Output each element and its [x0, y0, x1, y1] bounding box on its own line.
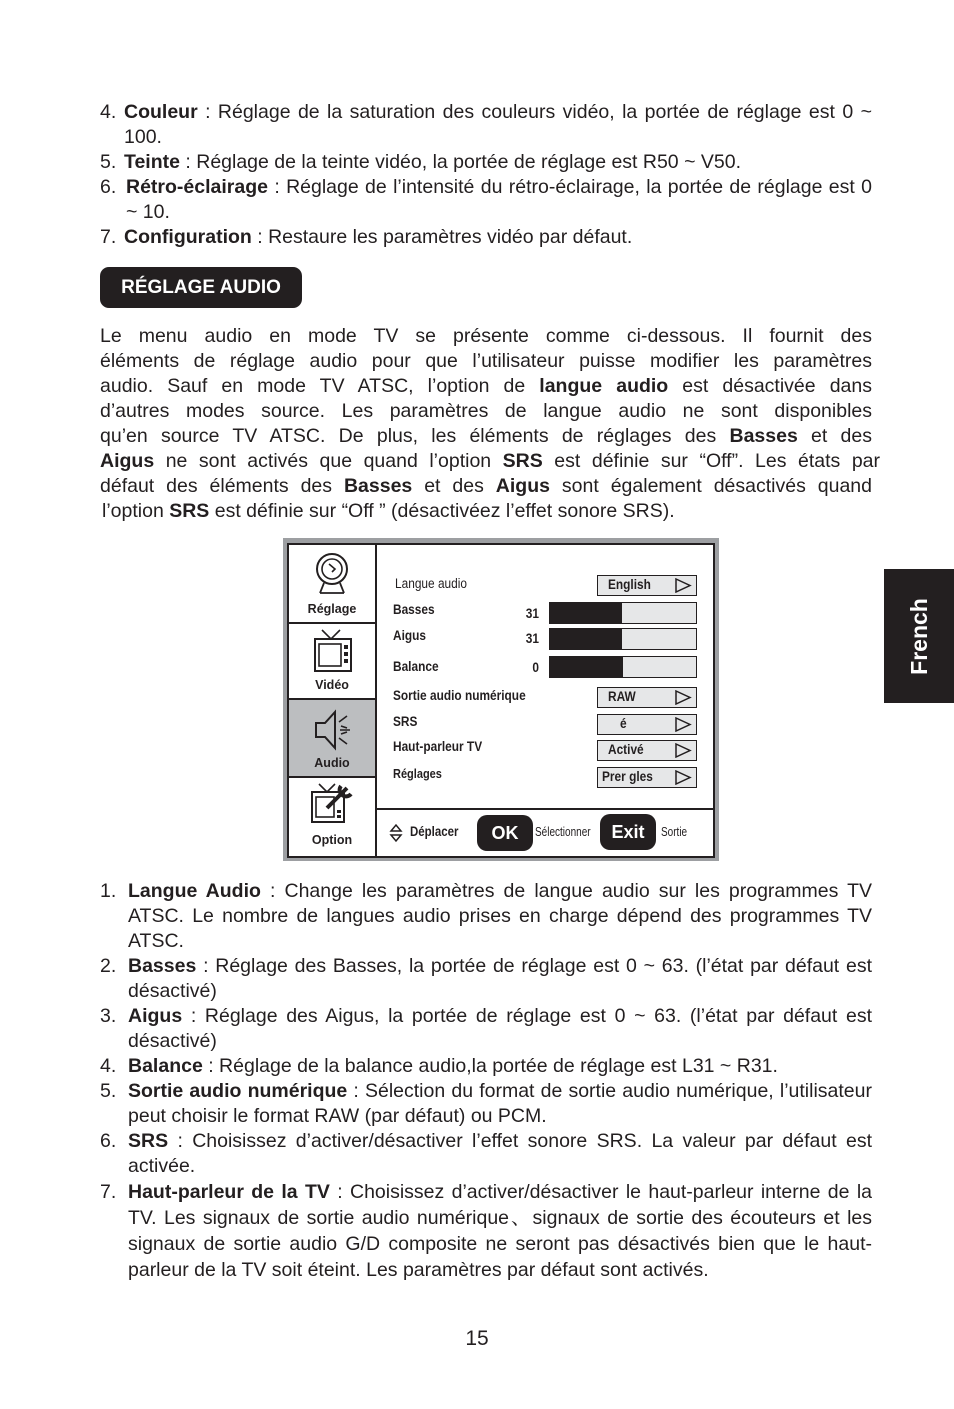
aigus-slider-fill — [550, 629, 622, 649]
balance-value: 0 — [532, 660, 539, 675]
list-item: 4. Balance : Réglage de la balance audio,la portée de réglage est L31 ~ R31. — [100, 1055, 778, 1077]
sidebar-label: Audio — [314, 756, 350, 770]
satellite-dish-icon — [314, 551, 350, 595]
language-tab-label: French — [905, 597, 932, 675]
video-settings-list — [100, 100, 872, 250]
up-down-arrow-icon — [389, 823, 403, 843]
list-item: 6. SRS : Choisissez d’activer/désactiver l’effet sonore SRS. La valeur par défaut est activée. — [100, 1130, 872, 1177]
sortie-audio-label: Sortie audio numérique — [393, 688, 526, 703]
reglages-selector[interactable]: Prer gles — [597, 767, 697, 788]
audio-settings-rows — [377, 545, 713, 807]
haut-parleur-selector[interactable]: Activé — [597, 740, 697, 761]
sidebar-item-option[interactable] — [289, 778, 375, 856]
list-item: 4. Couleur : Réglage de la saturation des couleurs vidéo, la portée de réglage est 0 ~ 100. — [100, 101, 872, 148]
triangle-right-icon — [674, 690, 692, 705]
list-item: 3. Aigus : Réglage des Aigus, la portée de réglage est 0 ~ 63. (l’état par défaut est désactivé) — [100, 1005, 872, 1052]
tv-audio-menu — [283, 538, 719, 861]
triangle-right-icon — [674, 717, 692, 732]
aigus-slider[interactable] — [549, 628, 697, 650]
speaker-icon — [313, 708, 353, 752]
list-item: 7. Haut-parleur de la TV : Choisissez d’activer/désactiver le haut-parleur interne de la TV. Les signaux de sortie audio numérique、signaux de sortie des écouteurs et les signaux de sortie audio G/D composite ne seront pas désactivés bien que le haut-parleur de la TV soit éteint. Les paramètres par défaut sont activés. — [100, 1181, 872, 1281]
balance-slider-fill — [550, 657, 623, 677]
srs-label: SRS — [393, 714, 418, 729]
exit-hint: Sortie — [661, 825, 688, 839]
menu-panel — [287, 543, 715, 858]
sidebar-item-video[interactable] — [289, 624, 375, 700]
menu-footer — [377, 808, 713, 858]
reglages-label: Réglages — [393, 767, 442, 781]
basses-slider[interactable] — [549, 602, 697, 624]
intro-paragraph: Le menu audio en mode TV se présente comme ci-dessous. Il fournit des éléments de réglage audio pour que l’utilisateur puisse modifier les paramètres audio. Sauf en mode TV ATSC, l’option de langue audio est désactivée dans d’autres modes source. Les paramètres de langue audio ne sont disponibles qu’en source TV ATSC. De plus, les éléments de réglages des Basses et des Aigus ne sont activés que quand l’option SRS est définie sur “Off”. Les états par défaut des éléments des Basses et des Aigus sont également désactivés quand l’option SRS est définie sur “Off ” (désactivéez l’effet sonore SRS). — [100, 325, 880, 522]
triangle-right-icon — [674, 770, 692, 785]
haut-parleur-label: Haut-parleur TV — [393, 739, 483, 754]
exit-button[interactable]: Exit — [600, 814, 656, 850]
balance-label: Balance — [393, 659, 439, 674]
section-title-audio: RÉGLAGE AUDIO — [100, 267, 302, 308]
menu-sidebar — [289, 545, 377, 856]
list-item: 1. Langue Audio : Change les paramètres de langue audio sur les programmes TV ATSC. Le nombre de langues audio prises en charge dépend des programmes TV ATSC. — [100, 880, 872, 952]
page-number: 15 — [465, 1327, 489, 1350]
language-tab — [884, 569, 954, 703]
sortie-audio-selector[interactable]: RAW — [597, 687, 697, 708]
sidebar-label: Réglage — [307, 602, 357, 616]
list-item: 5. Teinte : Réglage de la teinte vidéo, la portée de réglage est R50 ~ V50. — [100, 151, 741, 173]
langue-audio-selector[interactable]: English — [597, 575, 697, 596]
list-item: 2. Basses : Réglage des Basses, la portée de réglage est 0 ~ 63. (l’état par défaut est désactivé) — [100, 955, 872, 1002]
triangle-right-icon — [674, 578, 692, 593]
sidebar-label: Option — [311, 833, 353, 847]
list-item: 6. Rétro-éclairage : Réglage de l’intensité du rétro-éclairage, la portée de réglage est 0 ~ 10. — [100, 176, 872, 223]
balance-slider[interactable] — [549, 656, 697, 678]
sidebar-item-audio[interactable] — [289, 700, 375, 778]
langue-audio-label: Langue audio — [395, 576, 468, 591]
basses-label: Basses — [393, 602, 435, 617]
basses-value: 31 — [525, 606, 539, 621]
ok-button[interactable]: OK — [477, 815, 533, 851]
basses-slider-fill — [550, 603, 622, 623]
tv-wrench-icon — [311, 782, 355, 828]
sidebar-label: Vidéo — [315, 678, 349, 692]
list-item: 7. Configuration : Restaure les paramètres vidéo par défaut. — [100, 226, 633, 248]
audio-settings-list — [100, 879, 872, 1283]
aigus-label: Aigus — [393, 628, 427, 643]
tv-icon — [314, 628, 352, 676]
select-hint: Sélectionner — [535, 825, 591, 839]
sidebar-item-reglage[interactable] — [289, 545, 375, 624]
triangle-right-icon — [674, 743, 692, 758]
list-item: 5. Sortie audio numérique : Sélection du format de sortie audio numérique, l’utilisateur peut choisir le format RAW (par défaut) ou PCM. — [100, 1080, 872, 1127]
srs-selector[interactable]: é — [597, 714, 697, 735]
aigus-value: 31 — [525, 631, 539, 646]
move-hint: Déplacer — [410, 824, 459, 839]
